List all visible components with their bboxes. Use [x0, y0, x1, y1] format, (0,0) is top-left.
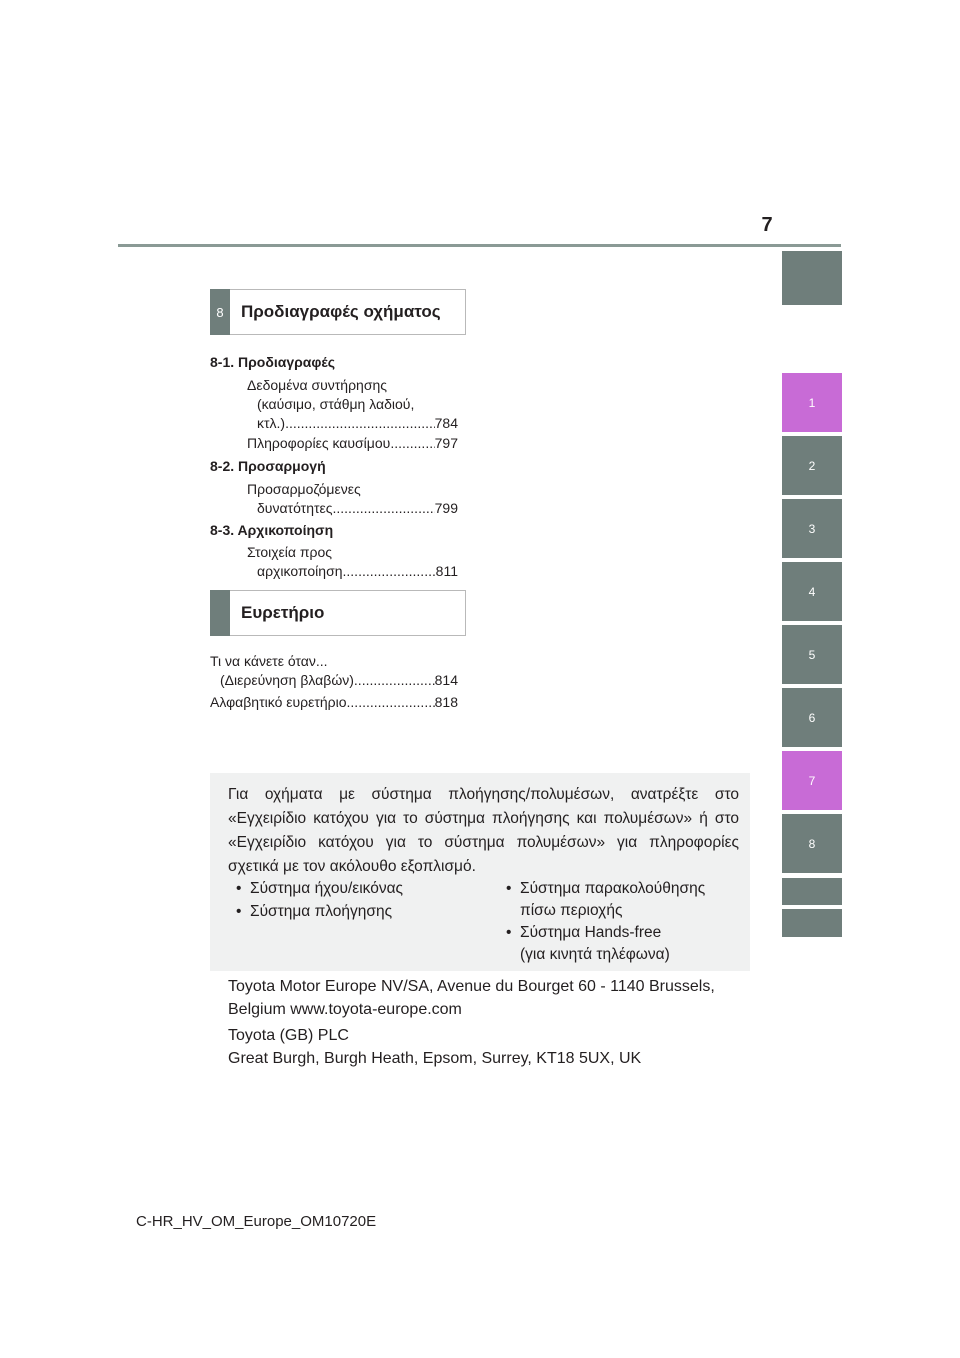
bullet: • — [236, 880, 242, 897]
leader-dots — [333, 499, 435, 518]
toc-page-number: 818 — [434, 694, 458, 710]
index-title: Ευρετήριο — [241, 603, 325, 622]
document-footer: C-HR_HV_OM_Europe_OM10720E — [136, 1213, 377, 1230]
toc-page-number: 797 — [434, 435, 458, 451]
toc-entry-text: δυνατότητες — [257, 500, 333, 516]
page-number: 7 — [761, 214, 773, 236]
side-tab-last[interactable] — [782, 909, 842, 937]
toc-page-number: 811 — [435, 563, 458, 579]
toc-entry-text: (Διερεύνηση βλαβών) — [220, 672, 354, 688]
side-tab-7[interactable]: 7 — [782, 751, 842, 810]
leader-dots — [347, 693, 435, 712]
side-tab-2[interactable]: 2 — [782, 436, 842, 495]
toc-page-number: 814 — [434, 672, 458, 688]
index-heading — [210, 590, 466, 636]
toc-entry-text: αρχικοποίηση — [257, 563, 343, 579]
side-tab-4[interactable]: 4 — [782, 562, 842, 621]
header-rule — [118, 244, 841, 247]
index-heading-bar — [210, 590, 230, 636]
toc-entry-line: (καύσιμο, στάθμη λαδιού, — [257, 396, 415, 412]
list-item-text: Σύστημα πλοήγησης — [250, 903, 393, 920]
section-heading[interactable]: 8-2. Προσαρμογή — [210, 458, 326, 474]
leader-dots — [285, 414, 435, 433]
bullet: • — [506, 924, 512, 941]
side-tab-index[interactable] — [782, 878, 842, 905]
chapter-title: Προδιαγραφές οχήματος — [241, 302, 441, 321]
list-item-text: (για κινητά τηλέφωνα) — [520, 946, 670, 963]
toc-entry[interactable] — [247, 376, 458, 433]
toc-entry-line: Στοιχεία προς — [247, 544, 333, 560]
toc-entry[interactable] — [210, 652, 458, 690]
address-line: Toyota (GB) PLC — [228, 1027, 349, 1044]
bullet: • — [236, 903, 242, 920]
leader-dots — [343, 562, 436, 581]
side-tab-1[interactable]: 1 — [782, 373, 842, 432]
address-line: Toyota Motor Europe NV/SA, Avenue du Bourget 60 - 1140 Brussels, — [228, 978, 715, 995]
toc-page-number: 784 — [434, 415, 458, 431]
side-tab-5[interactable]: 5 — [782, 625, 842, 684]
chapter-number: 8 — [210, 289, 230, 335]
toc-entry-line: Δεδομένα συντήρησης — [247, 377, 387, 393]
toc-entry-leader-line — [247, 499, 458, 518]
section-heading[interactable]: 8-1. Προδιαγραφές — [210, 354, 335, 370]
list-item — [506, 878, 746, 922]
chapter-heading — [210, 289, 466, 335]
address-block — [228, 1024, 748, 1070]
toc-entry-line: Προσαρμοζόμενες — [247, 481, 361, 497]
toc-entry-leader-line — [247, 434, 458, 453]
list-item — [506, 922, 746, 966]
toc-entry[interactable] — [210, 693, 458, 712]
toc-entry-text: Πληροφορίες καυσίμου — [247, 435, 391, 451]
toc-entry-line: Τι να κάνετε όταν... — [210, 653, 328, 669]
side-tab-top[interactable] — [782, 251, 842, 305]
toc-entry-text: κτλ.) — [257, 415, 286, 431]
info-text: Για οχήματα με σύστημα πλοήγησης/πολυμέσων, ανατρέξτε στο «Εγχειρίδιο κατόχου για το σύστημα πλοήγησης και πολυμέσων» ή στο «Εγχειρίδιο κατόχου για το σύστημα πολυμέσων» για πληροφορίες σχετικά με τον ακόλουθο εξοπλισμό. — [228, 786, 739, 875]
toc-entry-leader-line — [247, 414, 458, 433]
leader-dots — [390, 434, 434, 453]
address-line: Belgium www.toyota-europe.com — [228, 1001, 462, 1018]
toc-page-number: 799 — [434, 500, 458, 516]
toc-entry-leader-line — [210, 671, 458, 690]
list-item — [236, 901, 486, 923]
list-item — [236, 878, 486, 900]
side-tab-6[interactable]: 6 — [782, 688, 842, 747]
toc-entry[interactable] — [247, 434, 458, 453]
list-item-text: πίσω περιοχής — [520, 902, 623, 919]
toc-entry-leader-line — [247, 562, 458, 581]
toc-entry[interactable] — [247, 480, 458, 518]
side-tab-8[interactable]: 8 — [782, 814, 842, 873]
address-line: Great Burgh, Burgh Heath, Epsom, Surrey, KT18 5UX, UK — [228, 1050, 642, 1067]
leader-dots — [354, 671, 435, 690]
toc-entry[interactable] — [247, 543, 458, 581]
toc-entry-leader-line — [210, 693, 458, 712]
side-tab-3[interactable]: 3 — [782, 499, 842, 558]
address-block — [228, 975, 748, 1021]
section-heading[interactable]: 8-3. Αρχικοποίηση — [210, 522, 334, 538]
toc-entry-text: Αλφαβητικό ευρετήριο — [210, 694, 347, 710]
list-item-text: Σύστημα παρακολούθησης — [520, 880, 706, 897]
list-item-text: Σύστημα ήχου/εικόνας — [250, 880, 404, 897]
bullet: • — [506, 880, 512, 897]
list-item-text: Σύστημα Hands-free — [520, 924, 662, 941]
